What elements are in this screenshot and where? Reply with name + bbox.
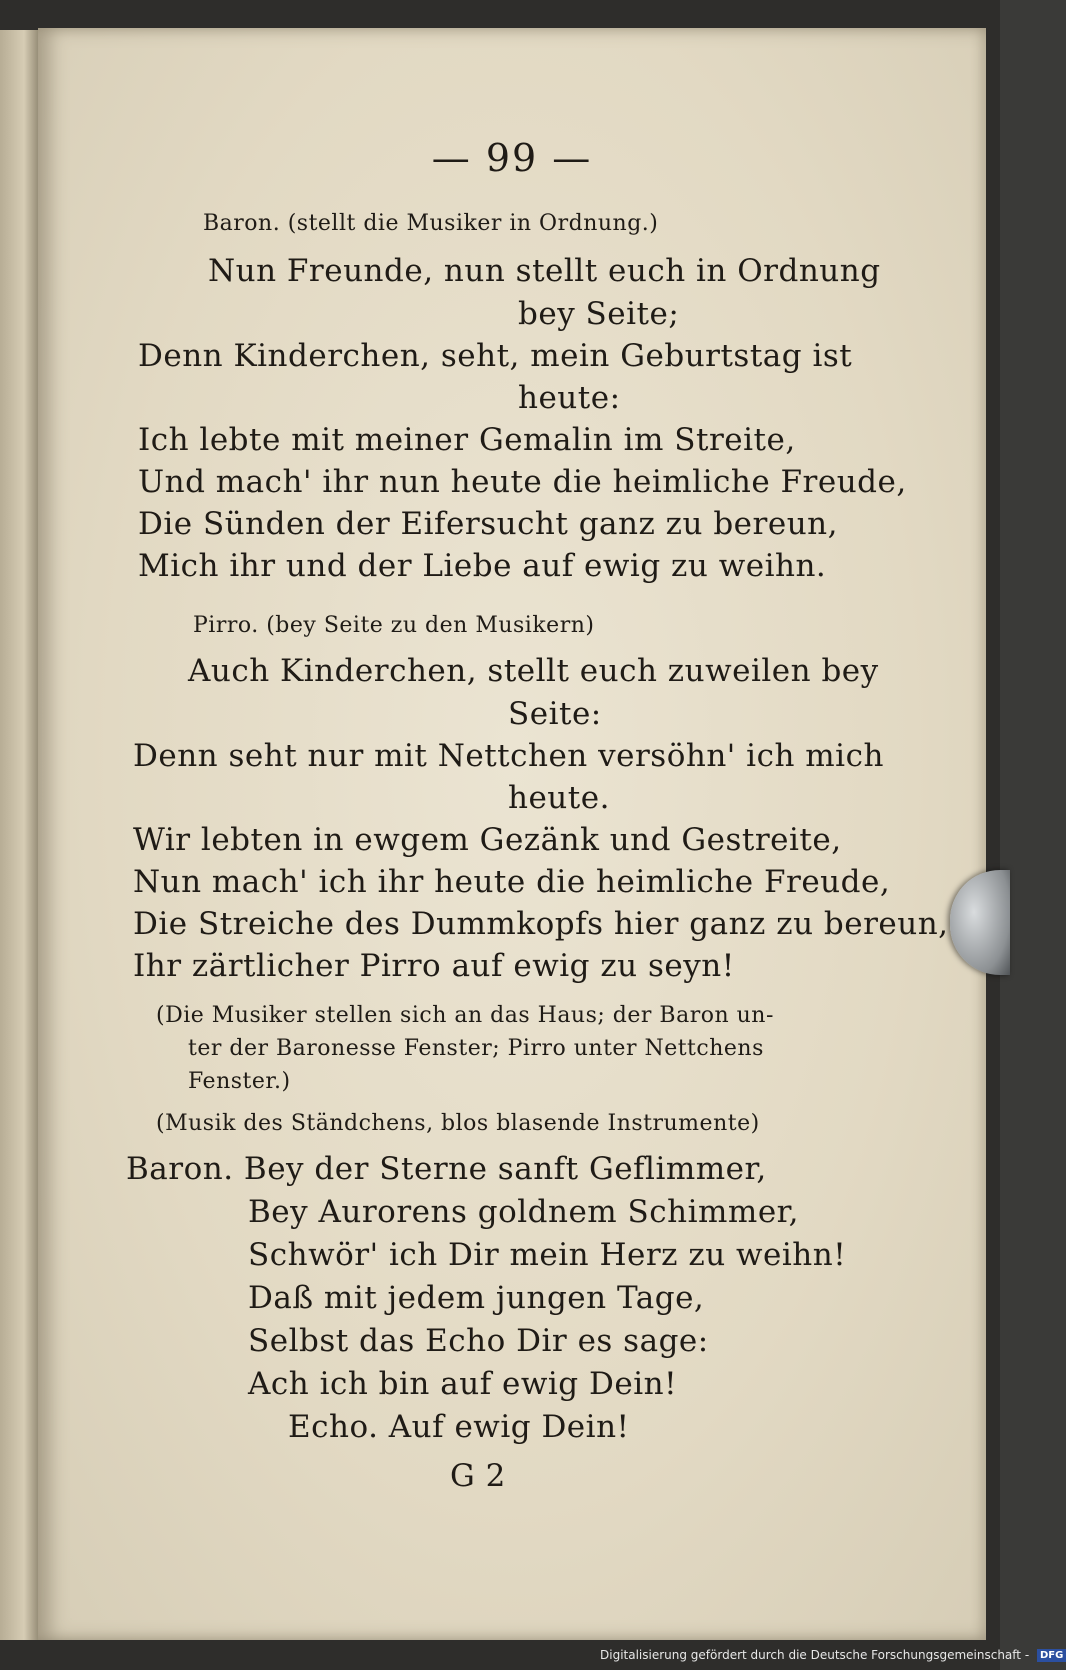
verse-line: Nun Freunde, nun stellt euch in Ordnung — [208, 253, 881, 289]
song-line: Daß mit jedem jungen Tage, — [248, 1280, 705, 1316]
verse-line: Und mach' ihr nun heute die heimliche Freude, — [138, 464, 907, 500]
verse-line-continuation: bey Seite; — [518, 296, 680, 332]
stage-direction: Baron. (stellt die Musiker in Ordnung.) — [203, 211, 659, 236]
dfg-logo: DFG — [1037, 1649, 1066, 1662]
verse-line: Ihr zärtlicher Pirro auf ewig zu seyn! — [133, 948, 735, 984]
verse-line-continuation: heute: — [518, 380, 621, 416]
stage-direction: (Die Musiker stellen sich an das Haus; der Baron un- — [156, 1003, 774, 1028]
footer-credit — [600, 1648, 1066, 1662]
verse-line: Die Sünden der Eifersucht ganz zu bereun, — [138, 506, 838, 542]
page-number-header: — 99 — — [431, 136, 593, 180]
stage-direction: ter der Baronesse Fenster; Pirro unter Nettchens — [188, 1036, 764, 1061]
song-line: Bey Aurorens goldnem Schimmer, — [248, 1194, 799, 1230]
verse-line: Denn seht nur mit Nettchen versöhn' ich mich — [133, 738, 884, 774]
song-line: Echo. Auf ewig Dein! — [288, 1409, 630, 1445]
verse-line: Die Streiche des Dummkopfs hier ganz zu bereun, — [133, 906, 949, 942]
verse-line-continuation: Seite: — [508, 696, 602, 732]
verse-line: Ich lebte mit meiner Gemalin im Streite, — [138, 422, 796, 458]
song-line: Baron. Bey der Sterne sanft Geflimmer, — [126, 1151, 767, 1187]
song-line: Schwör' ich Dir mein Herz zu weihn! — [248, 1237, 847, 1273]
verse-line: Mich ihr und der Liebe auf ewig zu weihn. — [138, 548, 827, 584]
verse-line: Wir lebten in ewgem Gezänk und Gestreite, — [133, 822, 842, 858]
verse-line: Denn Kinderchen, seht, mein Geburtstag ist — [138, 338, 853, 374]
footer-text: Digitalisierung gefördert durch die Deutsche Forschungsgemeinschaft - — [600, 1648, 1030, 1662]
verse-line: Auch Kinderchen, stellt euch zuweilen bey — [188, 653, 879, 689]
stage-direction: Fenster.) — [188, 1069, 291, 1094]
stage-direction: Pirro. (bey Seite zu den Musikern) — [193, 613, 595, 638]
signature-mark: G 2 — [450, 1458, 506, 1494]
song-line: Selbst das Echo Dir es sage: — [248, 1323, 709, 1359]
verse-line: Nun mach' ich ihr heute die heimliche Freude, — [133, 864, 891, 900]
previous-page-edge — [0, 30, 40, 1640]
verse-line-continuation: heute. — [508, 780, 610, 816]
book-page — [38, 28, 986, 1640]
stage-direction: (Musik des Ständchens, blos blasende Instrumente) — [156, 1111, 760, 1136]
song-line: Ach ich bin auf ewig Dein! — [248, 1366, 678, 1402]
